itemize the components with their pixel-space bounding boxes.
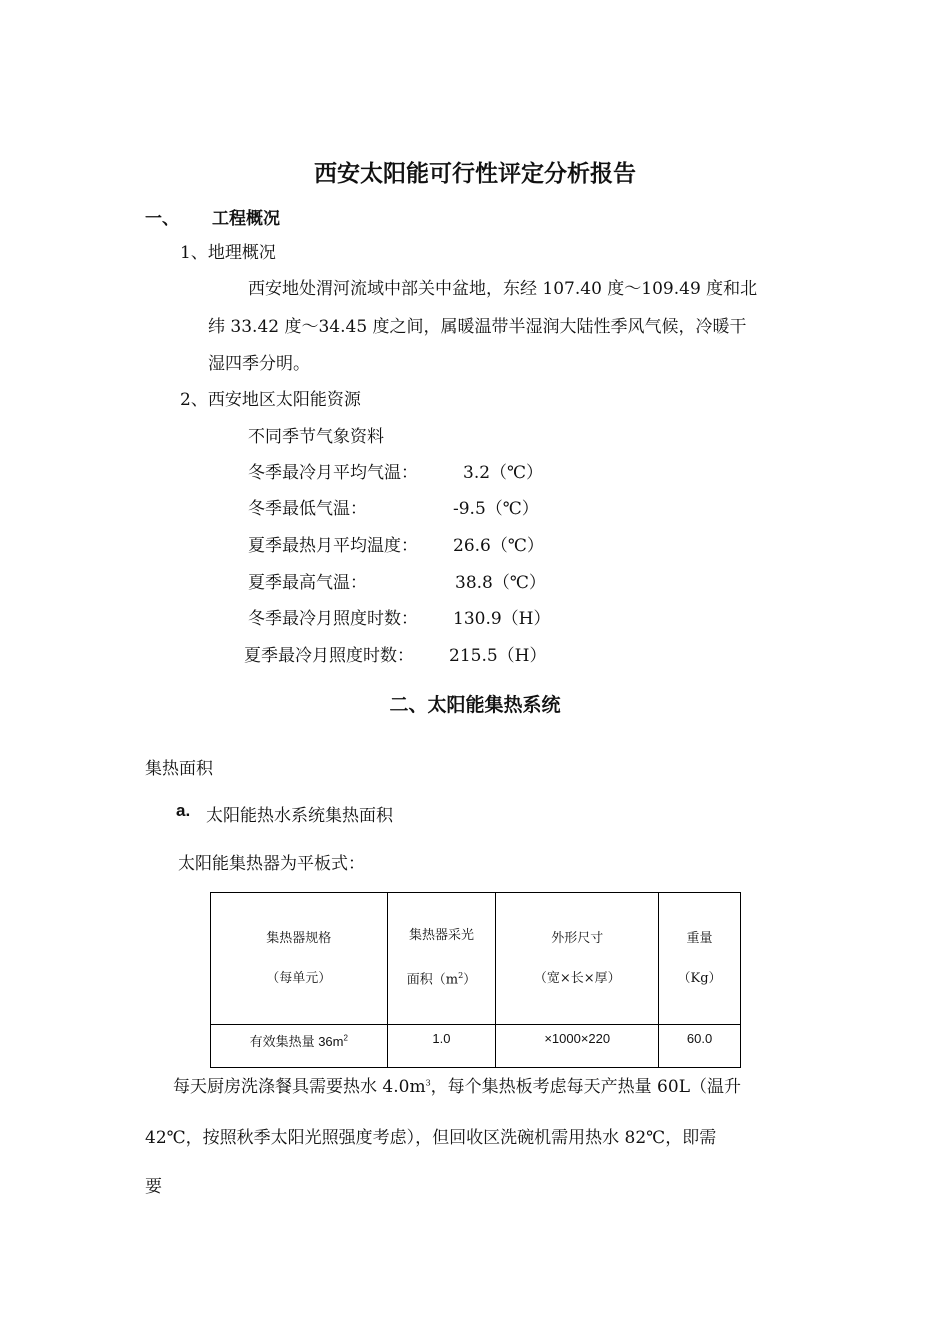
body-line: 要 (145, 1177, 162, 1197)
subsection-heading: 1、地理概况 (180, 243, 276, 263)
header-line: （Kg） (677, 970, 722, 986)
section-heading: 工程概况 (212, 209, 280, 229)
climate-label: 夏季最高气温： (248, 573, 367, 593)
table-header-cell (387, 893, 496, 1025)
list-item-text: 太阳能热水系统集热面积 (206, 806, 393, 826)
header-line: 集热器规格 (266, 930, 332, 946)
list-marker: a. (176, 801, 191, 820)
climate-value: 38.8（℃） (455, 573, 546, 593)
header-line: （每单元） (266, 970, 332, 986)
table-header-cell (211, 893, 388, 1025)
paragraph-line: 湿四季分明。 (208, 354, 310, 374)
table-cell: ×1000×220 (496, 1025, 659, 1068)
paragraph-line: 西安地处渭河流域中部关中盆地，东经 107.40 度～109.49 度和北 (248, 279, 758, 299)
climate-label: 冬季最冷月平均气温： (248, 463, 418, 483)
body-line: 每天厨房洗涤餐具需要热水 $4.0m^3$，每个集热板考虑每天产热量 60L（温升 (173, 1077, 741, 1097)
table-cell: 有效集热量 $36m^2$ (211, 1025, 388, 1068)
climate-label: 冬季最低气温： (248, 499, 367, 519)
paragraph-line: 纬 33.42 度～34.45 度之间，属暖温带半湿润大陆性季风气候，冷暖干 (208, 317, 747, 337)
climate-value: 130.9（H） (453, 609, 551, 629)
climate-value: 215.5（H） (449, 646, 547, 666)
climate-title: 不同季节气象资料 (248, 427, 384, 447)
climate-value: -9.5（℃） (453, 499, 539, 519)
collector-type-text: 太阳能集热器为平板式： (178, 854, 365, 874)
table-row (211, 1025, 741, 1068)
climate-label: 夏季最热月平均温度： (248, 536, 418, 556)
table-cell: 60.0 (659, 1025, 741, 1068)
table-cell: 1.0 (387, 1025, 496, 1068)
header-line: 面积$(m^2)$ (406, 971, 477, 988)
collector-spec-table (210, 892, 741, 1068)
header-line: （宽×长×厚） (533, 970, 621, 986)
page-title: 西安太阳能可行性评定分析报告 (314, 160, 636, 187)
climate-label: 冬季最冷月照度时数： (248, 609, 418, 629)
header-line: 重量 (686, 930, 713, 946)
body-line: 42℃，按照秋季太阳光照强度考虑），但回收区洗碗机需用热水 82℃，即需 (145, 1128, 717, 1148)
area-title: 集热面积 (145, 759, 213, 779)
table-header-cell (496, 893, 659, 1025)
table-header-row (211, 893, 741, 1025)
table-header-cell (659, 893, 741, 1025)
climate-value: 3.2（℃） (463, 463, 544, 483)
climate-label: 夏季最冷月照度时数： (244, 646, 414, 666)
subsection-heading: 2、西安地区太阳能资源 (180, 390, 361, 410)
section-number: 一、 (145, 209, 179, 229)
section-heading: 二、太阳能集热系统 (389, 694, 561, 716)
climate-value: 26.6（℃） (453, 536, 544, 556)
header-line: 集热器采光 (408, 928, 474, 944)
header-line: 外形尺寸 (551, 930, 604, 946)
